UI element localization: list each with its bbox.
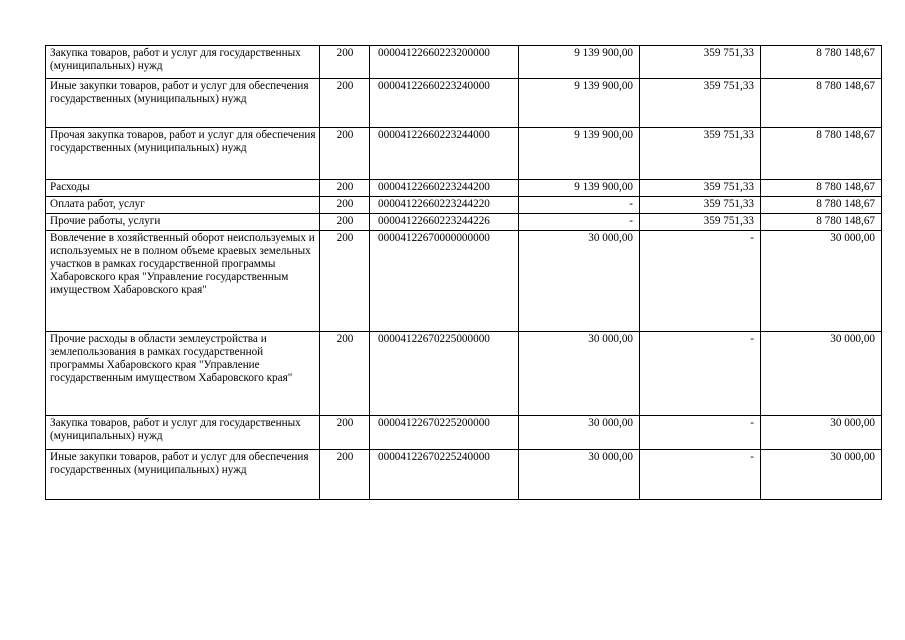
- row-approved: 9 139 900,00: [519, 46, 640, 79]
- row-name: Расходы: [46, 180, 320, 197]
- row-executed: 359 751,33: [640, 46, 761, 79]
- row-executed: -: [640, 416, 761, 450]
- row-remaining: 8 780 148,67: [761, 128, 882, 180]
- row-name: Закупка товаров, работ и услуг для государственных (муниципальных) нужд: [46, 46, 320, 79]
- row-approved: 9 139 900,00: [519, 79, 640, 128]
- row-approved: 30 000,00: [519, 416, 640, 450]
- row-remaining: 30 000,00: [761, 450, 882, 500]
- row-executed: 359 751,33: [640, 79, 761, 128]
- table-row: [46, 332, 882, 416]
- row-executed: 359 751,33: [640, 128, 761, 180]
- table-row: [46, 416, 882, 450]
- row-name: Иные закупки товаров, работ и услуг для обеспечения государственных (муниципальных) нужд: [46, 79, 320, 128]
- row-approved: 9 139 900,00: [519, 180, 640, 197]
- table-row: [46, 214, 882, 231]
- row-remaining: 8 780 148,67: [761, 197, 882, 214]
- row-executed: -: [640, 231, 761, 332]
- row-code: 200: [320, 79, 370, 128]
- table-row: [46, 79, 882, 128]
- row-name: Иные закупки товаров, работ и услуг для обеспечения государственных (муниципальных) нужд: [46, 450, 320, 500]
- row-code: 200: [320, 214, 370, 231]
- table-row: [46, 128, 882, 180]
- row-executed: 359 751,33: [640, 197, 761, 214]
- row-approved: 30 000,00: [519, 231, 640, 332]
- row-remaining: 30 000,00: [761, 231, 882, 332]
- row-kbk: 00004122670225240000: [370, 450, 519, 500]
- row-remaining: 30 000,00: [761, 416, 882, 450]
- row-remaining: 8 780 148,67: [761, 214, 882, 231]
- table-row: [46, 197, 882, 214]
- table-row: [46, 450, 882, 500]
- row-executed: 359 751,33: [640, 180, 761, 197]
- row-name: Закупка товаров, работ и услуг для государственных (муниципальных) нужд: [46, 416, 320, 450]
- row-kbk: 00004122670000000000: [370, 231, 519, 332]
- table-row: [46, 231, 882, 332]
- row-remaining: 8 780 148,67: [761, 46, 882, 79]
- row-code: 200: [320, 231, 370, 332]
- row-approved: 9 139 900,00: [519, 128, 640, 180]
- row-executed: -: [640, 450, 761, 500]
- row-kbk: 00004122660223244000: [370, 128, 519, 180]
- row-kbk: 00004122670225000000: [370, 332, 519, 416]
- row-kbk: 00004122660223244200: [370, 180, 519, 197]
- row-approved: -: [519, 214, 640, 231]
- row-approved: 30 000,00: [519, 450, 640, 500]
- row-executed: 359 751,33: [640, 214, 761, 231]
- budget-execution-table: [45, 45, 882, 500]
- table-row: [46, 180, 882, 197]
- row-name: Прочие расходы в области землеустройства и землепользования в рамках государственной программы Хабаровского края "Управление государственным имуществом Хабаровского края": [46, 332, 320, 416]
- row-kbk: 00004122660223244226: [370, 214, 519, 231]
- row-approved: 30 000,00: [519, 332, 640, 416]
- row-approved: -: [519, 197, 640, 214]
- row-code: 200: [320, 450, 370, 500]
- row-remaining: 8 780 148,67: [761, 180, 882, 197]
- row-name: Прочие работы, услуги: [46, 214, 320, 231]
- table-row: [46, 46, 882, 79]
- row-kbk: 00004122660223200000: [370, 46, 519, 79]
- row-executed: -: [640, 332, 761, 416]
- row-code: 200: [320, 197, 370, 214]
- row-kbk: 00004122670225200000: [370, 416, 519, 450]
- row-remaining: 30 000,00: [761, 332, 882, 416]
- row-code: 200: [320, 128, 370, 180]
- row-code: 200: [320, 332, 370, 416]
- row-code: 200: [320, 416, 370, 450]
- row-name: Прочая закупка товаров, работ и услуг для обеспечения государственных (муниципальных) нужд: [46, 128, 320, 180]
- row-kbk: 00004122660223244220: [370, 197, 519, 214]
- row-code: 200: [320, 46, 370, 79]
- row-name: Оплата работ, услуг: [46, 197, 320, 214]
- row-name: Вовлечение в хозяйственный оборот неиспользуемых и используемых не в полном объеме краевых земельных участков в рамках государственной программы Хабаровского края "Управление государственным имуществом Хабаровского края": [46, 231, 320, 332]
- row-remaining: 8 780 148,67: [761, 79, 882, 128]
- row-code: 200: [320, 180, 370, 197]
- row-kbk: 00004122660223240000: [370, 79, 519, 128]
